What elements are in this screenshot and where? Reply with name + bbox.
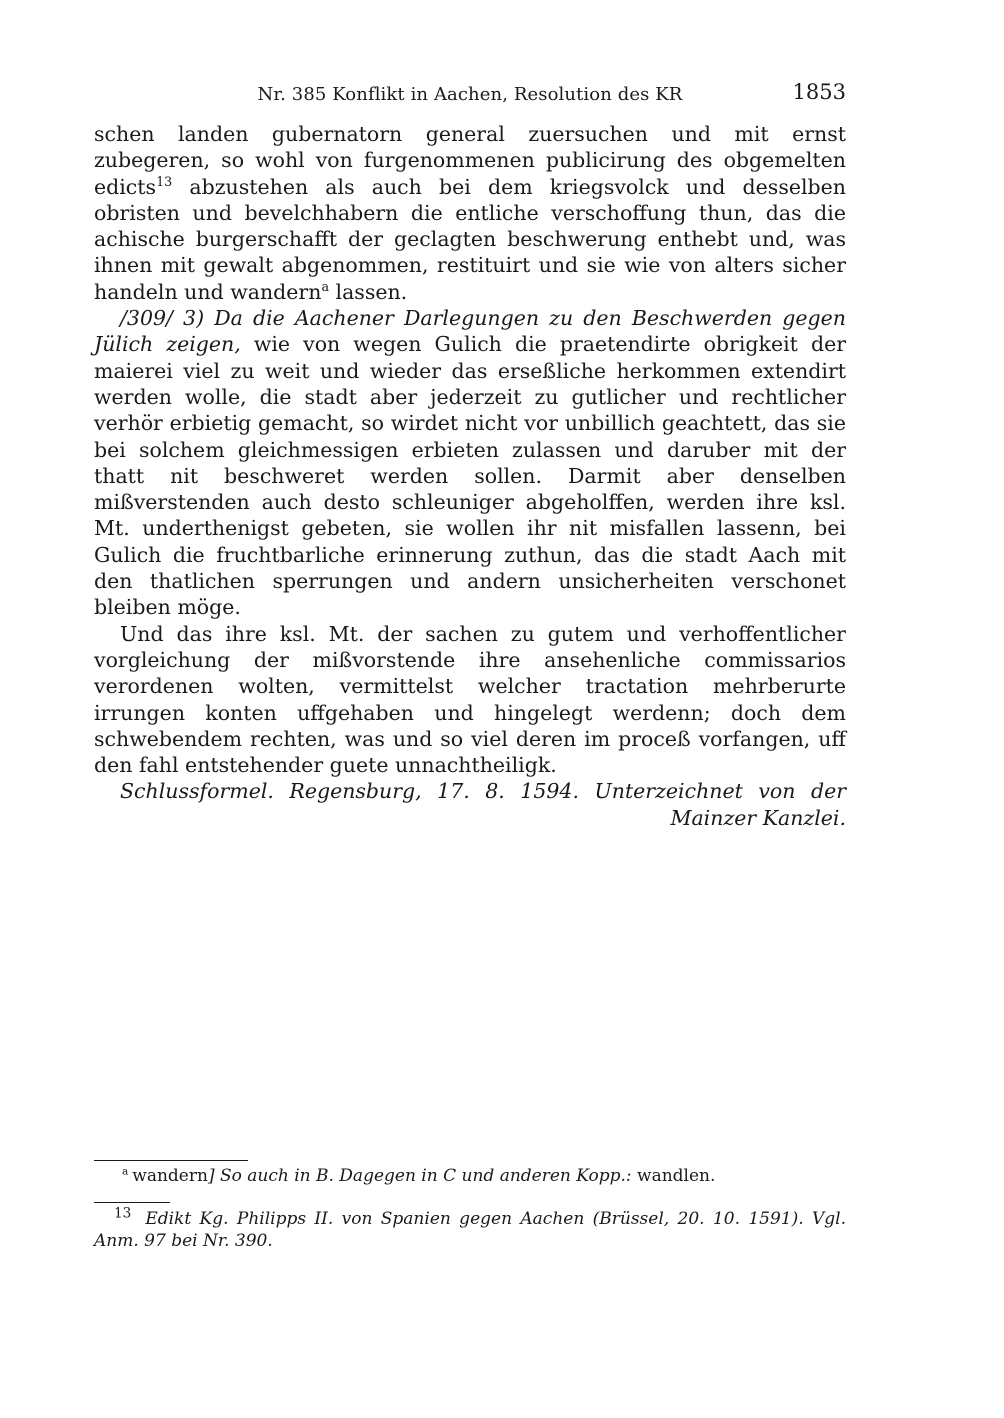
closing-formula: Schlussformel. Regensburg, 17. 8. 1594. Unterzeichnet von der Mainzer Kanzlei. — [120, 779, 846, 830]
running-head — [94, 80, 846, 110]
running-title: Nr. 385 Konflikt in Aachen, Resolution des KR — [257, 84, 683, 105]
footnote-a-mark-sup: a — [122, 1165, 129, 1178]
paragraph-1-text-a: schen landen gubernatorn general zuersuchen und mit ernst zubegeren, so wohl von furgenommenen publicirung des obgemelten edicts — [94, 122, 846, 199]
footnote-a-note: ] So auch in B. Dagegen in C und anderen Kopp.: — [207, 1166, 632, 1186]
paragraph-1-text-b: abzustehen als auch bei dem kriegsvolck und desselben obristen und bevelchhabern die entliche verschoffung thun, das die achische burgerschafft der geclagten beschwerung enthebt und, was ihnen mit gewalt abgenommen, restituirt und sie wie von alters sicher handeln und wandern — [94, 174, 846, 304]
footnote-a — [94, 1165, 846, 1187]
footnote-a-reading: wandlen. — [631, 1166, 716, 1186]
paragraph-2 — [94, 305, 846, 621]
paragraph-2-text: wie von wegen Gulich die praetendirte obrigkeit der maierei viel zu weit und wieder das erseßliche herkommen extendirt werden wolle, die stadt aber jederzeit zu gutlicher und rechtlicher verhör erbietig gemacht, so wirdet nicht vor unbillich geachtett, das sie bei solchem gleichmessigen erbieten zulassen und daruber mit der thatt nit beschweret werden sollen. Darmit aber denselben mißverstenden auch desto schleuniger abgeholffen, werden ihre ksl. Mt. underthenigst gebeten, sie wollen ihr nit misfallen lassenn, bei Gulich die fruchtbarliche erinnerung zuthun, das die stadt Aach mit den thatlichen sperrungen und andern unsicherheiten verschonet bleiben möge. — [94, 332, 846, 620]
footnote-rule-notes — [94, 1202, 170, 1203]
footnote-13-mark-sup: 13 — [114, 1205, 132, 1222]
paragraph-1 — [94, 121, 846, 305]
footnote-ref-a[interactable]: a — [321, 278, 330, 294]
footnote-13-mark — [114, 1205, 132, 1230]
main-text — [94, 121, 846, 831]
footnote-13-text: Edikt Kg. Philipps II. von Spanien gegen Aachen (Brüssel, 20. 10. 1591). Vgl. Anm. 97 bei Nr. 390. — [94, 1209, 846, 1251]
footnote-a-lemma: wandern — [132, 1166, 208, 1186]
paragraph-3: Und das ihre ksl. Mt. der sachen zu gutem und verhoffentlicher vorgleichung der mißvorstende ihre ansehenliche commissarios verordenen wolten, vermittelst welcher tractation mehrberurte irrungen konten uffgehaben und hingelegt werdenn; doch dem schwebendem rechten, was und so viel deren im proceß vorfangen, uff den fahl entstehender guete unnachtheiligk. — [94, 621, 846, 778]
footnote-rule-variants — [94, 1160, 248, 1161]
footnote-a-mark — [122, 1165, 128, 1187]
paragraph-2-editorial-summary: /309/ 3) Da die Aachener Darlegungen zu den Beschwerden gegen Jülich zeigen, — [94, 306, 846, 357]
footnote-ref-13[interactable]: 13 — [156, 173, 173, 189]
page-number: 1853 — [792, 80, 846, 104]
paragraph-1-text-c: lassen. — [329, 279, 408, 304]
footnote-13 — [94, 1205, 846, 1252]
